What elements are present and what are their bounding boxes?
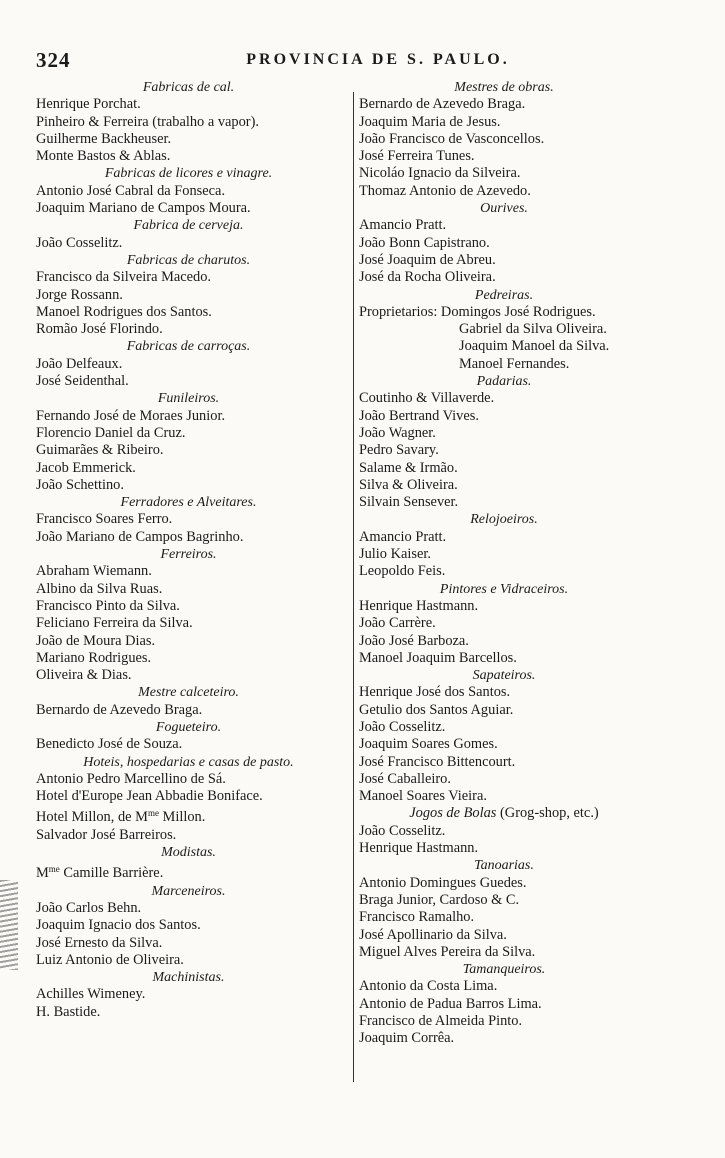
- directory-entry: Luiz Antonio de Oliveira.: [36, 951, 184, 968]
- directory-entry: João Carlos Behn.: [36, 899, 142, 916]
- section-heading: Fabrica de cerveja.: [133, 218, 244, 234]
- directory-entry: José Caballeiro.: [359, 770, 451, 787]
- directory-entry: José Joaquim de Abreu.: [359, 251, 496, 268]
- directory-entry: Henrique Porchat.: [36, 96, 141, 113]
- directory-entry: Hotel Millon, de $M^{me}$ Millon.: [36, 808, 206, 826]
- directory-entry: José da Rocha Oliveira.: [359, 269, 496, 286]
- directory-entry: João Mariano de Campos Bagrinho.: [36, 528, 244, 545]
- directory-entry: Fernando José de Moraes Junior.: [36, 407, 226, 424]
- section-heading: Tanoarias.: [474, 858, 534, 874]
- section-heading: Relojoeiros.: [470, 512, 538, 528]
- section-heading: Fabricas de cal.: [142, 80, 235, 95]
- section-heading: Ferradores e Alveitares.: [120, 495, 257, 511]
- section-heading: Marceneiros.: [151, 883, 226, 899]
- directory-entry: João Wagner.: [359, 424, 436, 441]
- directory-entry: Henrique Hastmann.: [359, 597, 479, 614]
- directory-entry: Guilherme Backheuser.: [36, 130, 172, 147]
- directory-entry: Pedro Savary.: [359, 442, 439, 459]
- section-heading: Fabricas de carroças.: [126, 339, 251, 355]
- directory-entry: José Seidenthal.: [36, 373, 129, 390]
- section-heading: Machinistas.: [152, 970, 225, 986]
- left-column: [36, 79, 341, 1021]
- directory-entry: Joaquim Corrêa.: [359, 1030, 455, 1047]
- directory-entry: Manoel Fernandes.: [459, 355, 570, 372]
- directory-entry: João Francisco de Vasconcellos.: [359, 130, 545, 147]
- directory-entry: Julio Kaiser.: [359, 546, 431, 563]
- section-heading: Hoteis, hospedarias e casas de pasto.: [83, 754, 294, 770]
- directory-entry: Guimarães & Ribeiro.: [36, 442, 164, 459]
- section-heading: Mestre calceteiro.: [138, 685, 239, 701]
- directory-entry: Jorge Rossann.: [36, 286, 123, 303]
- directory-entry: Achilles Wimeney.: [36, 986, 146, 1003]
- directory-entry: Amancio Pratt.: [359, 528, 447, 545]
- directory-entry: Leopoldo Feis.: [359, 563, 446, 580]
- section-heading: Ourives.: [480, 201, 528, 217]
- section-heading-note: (Grog-shop, etc.): [496, 805, 599, 822]
- directory-entry: Florencio Daniel da Cruz.: [36, 424, 186, 441]
- directory-entry: Mariano Rodrigues.: [36, 649, 152, 666]
- directory-entry: Thomaz Antonio de Azevedo.: [359, 182, 531, 199]
- directory-entry: João Carrère.: [359, 615, 436, 632]
- directory-entry: H. Bastide.: [36, 1003, 101, 1020]
- directory-entry: Joaquim Manoel da Silva.: [459, 338, 610, 355]
- directory-entry: José Ernesto da Silva.: [36, 934, 163, 951]
- section-heading: Mestres de obras.: [454, 80, 554, 95]
- section-heading: Ferreiros.: [160, 547, 217, 563]
- directory-entry: Silva & Oliveira.: [359, 476, 458, 493]
- directory-entry: Antonio de Padua Barros Lima.: [359, 995, 542, 1012]
- section-heading: Pintores e Vidraceiros.: [439, 581, 569, 597]
- right-column: [359, 79, 649, 1048]
- directory-entry: João de Moura Dias.: [36, 632, 156, 649]
- directory-entry: Antonio Domingues Guedes.: [359, 874, 527, 891]
- directory-entry: Antonio José Cabral da Fonseca.: [36, 182, 226, 199]
- directory-entry: Antonio da Costa Lima.: [359, 978, 498, 995]
- section-heading: [359, 805, 649, 822]
- directory-entry: Francisco da Silveira Macedo.: [36, 269, 212, 286]
- directory-entry: Francisco Ramalho.: [359, 909, 475, 926]
- directory-entry: Hotel d'Europe Jean Abbadie Boniface.: [36, 788, 263, 805]
- directory-entry: Proprietarios: Domingos José Rodrigues.: [359, 303, 596, 320]
- directory-entry: Benedicto José de Souza.: [36, 736, 183, 753]
- directory-entry: Joaquim Ignacio dos Santos.: [36, 917, 201, 934]
- column-divider: [353, 92, 354, 1082]
- directory-entry: João Bonn Capistrano.: [359, 234, 490, 251]
- directory-entry: Antonio Pedro Marcellino de Sá.: [36, 770, 226, 787]
- directory-entry: Oliveira & Dias.: [36, 667, 132, 684]
- directory-entry: Coutinho & Villaverde.: [359, 390, 495, 407]
- directory-entry: João Cosselitz.: [359, 718, 446, 735]
- directory-entry: Salvador José Barreiros.: [36, 826, 177, 843]
- directory-entry: Joaquim Mariano de Campos Moura.: [36, 200, 251, 217]
- directory-entry: José Francisco Bittencourt.: [359, 753, 516, 770]
- section-heading: Pedreiras.: [474, 287, 534, 303]
- directory-entry: Pinheiro & Ferreira (trabalho a vapor).: [36, 113, 259, 130]
- page-header: [28, 48, 698, 78]
- section-heading: Padarias.: [476, 374, 532, 390]
- directory-entry: Bernardo de Azevedo Braga.: [359, 96, 526, 113]
- directory-entry: Manoel Joaquim Barcellos.: [359, 649, 517, 666]
- directory-entry: João José Barboza.: [359, 632, 469, 649]
- section-heading-italic: Jogos de Bolas: [409, 805, 497, 822]
- directory-entry: Salame & Irmão.: [359, 459, 458, 476]
- section-heading: Tamanqueiros.: [462, 962, 546, 978]
- section-heading: Fabricas de charutos.: [126, 252, 251, 268]
- directory-entry: Francisco Pinto da Silva.: [36, 597, 180, 614]
- directory-entry: Braga Junior, Cardoso & C.: [359, 891, 520, 908]
- directory-entry: João Delfeaux.: [36, 355, 123, 372]
- directory-entry: Manoel Soares Vieira.: [359, 788, 487, 805]
- directory-entry: João Schettino.: [36, 476, 124, 493]
- directory-entry: João Cosselitz.: [359, 822, 446, 839]
- directory-entry: Abraham Wiemann.: [36, 563, 152, 580]
- section-heading: Modistas.: [161, 845, 216, 861]
- directory-entry: Joaquim Maria de Jesus.: [359, 113, 501, 130]
- directory-entry: João Bertrand Vives.: [359, 407, 479, 424]
- page-number: 324: [36, 48, 71, 72]
- directory-entry: Francisco de Almeida Pinto.: [359, 1013, 523, 1030]
- directory-entry: Miguel Alves Pereira da Silva.: [359, 943, 536, 960]
- directory-entry: Feliciano Ferreira da Silva.: [36, 615, 193, 632]
- directory-entry: Jacob Emmerick.: [36, 459, 136, 476]
- directory-entry: $M^{me}$ Camille Barrière.: [36, 864, 164, 882]
- directory-entry: Monte Bastos & Ablas.: [36, 148, 171, 165]
- directory-entry: Francisco Soares Ferro.: [36, 511, 173, 528]
- page-stain: [0, 880, 18, 970]
- directory-entry: Nicoláo Ignacio da Silveira.: [359, 165, 521, 182]
- section-heading: Sapateiros.: [472, 668, 536, 684]
- section-heading: Funileiros.: [157, 391, 220, 407]
- section-heading: Fabricas de licores e vinagre.: [104, 166, 273, 182]
- directory-entry: Henrique José dos Santos.: [359, 684, 511, 701]
- directory-entry: Henrique Hastmann.: [359, 840, 479, 857]
- directory-entry: Amancio Pratt.: [359, 217, 447, 234]
- directory-entry: Bernardo de Azevedo Braga.: [36, 701, 203, 718]
- directory-entry: Joaquim Soares Gomes.: [359, 736, 498, 753]
- directory-entry: José Ferreira Tunes.: [359, 148, 475, 165]
- directory-entry: Silvain Sensever.: [359, 494, 459, 511]
- directory-entry: José Apollinario da Silva.: [359, 926, 507, 943]
- directory-entry: João Cosselitz.: [36, 234, 123, 251]
- directory-entry: Romão José Florindo.: [36, 321, 163, 338]
- directory-entry: Gabriel da Silva Oliveira.: [459, 321, 607, 338]
- directory-entry: Getulio dos Santos Aguiar.: [359, 701, 514, 718]
- directory-entry: Albino da Silva Ruas.: [36, 580, 163, 597]
- directory-entry: Manoel Rodrigues dos Santos.: [36, 303, 212, 320]
- section-heading: Fogueteiro.: [155, 719, 222, 735]
- page-title: PROVINCIA DE S. PAULO.: [246, 51, 510, 68]
